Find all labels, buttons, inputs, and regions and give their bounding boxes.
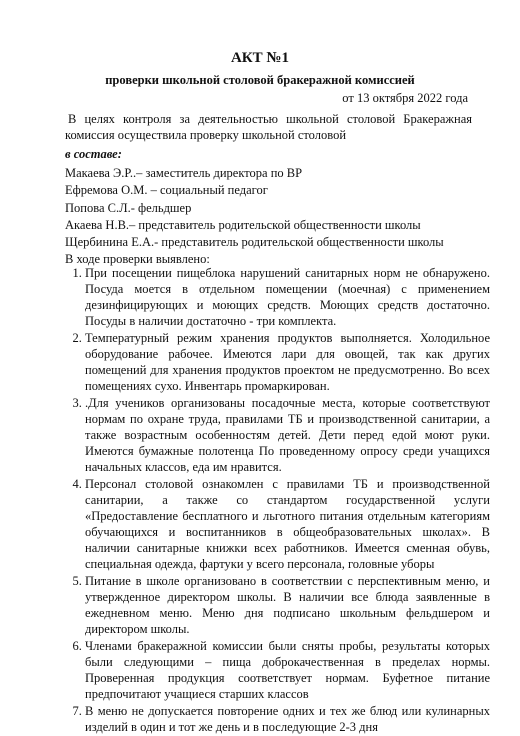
member-line: Щербинина Е.А.- представитель родительской общественности школы: [65, 235, 444, 250]
member-line: Ефремова О.М. – социальный педагог: [65, 183, 268, 198]
finding-item: 5. Питание в школе организовано в соответствии с перспективным меню, и утвержденное директором школы. В наличии все блюда заявленные в ежедневном меню. Меню дня подписано школьным фельдшером и директором школы.: [85, 573, 490, 637]
member-line: Акаева Н.В.– представитель родительской общественности школы: [65, 217, 421, 232]
findings-intro: В ходе проверки выявлено:: [65, 252, 210, 267]
finding-item: 4. Персонал столовой ознакомлен с правилами ТБ и производственной санитарии, а также со стандартом государственной услуги «Предоставление бесплатного и льготного питания отдельным категориям обучающихся и воспитанников в общеобразовательных школах». В наличии санитарные книжки всех работников. Имеется сменная обувь, специальная одежда, фартуки у всего персонала, головные уборы: [85, 476, 490, 572]
findings-list: [65, 265, 490, 736]
document-date: от 13 октября 2022 года: [342, 91, 468, 105]
composition-label: в составе:: [65, 147, 122, 161]
finding-item: 2. Температурный режим хранения продуктов выполняется. Холодильное оборудование рабочее. Имеются лари для овощей, так как других помещений для хранения продуктов проектом не предусмотренно. Во всех помещениях сухо. Инвентарь промаркирован.: [85, 330, 490, 394]
intro-paragraph: В целях контроля за деятельностью школьной столовой Бракеражная комиссия осуществила проверку школьной столовой: [65, 112, 472, 142]
finding-item: 6. Членами бракеражной комиссии были сняты пробы, результаты которых были следующими – пища доброкачественная в пределах нормы. Проверенная продукция соответствует нормам. Буфетное питание предпочитают учащиеся старших классов: [85, 638, 490, 702]
member-line: Макаева Э.Р..– заместитель директора по ВР: [65, 166, 303, 180]
document-subtitle: проверки школьной столовой бракеражной комиссией: [105, 73, 415, 87]
finding-item: 3. .Для учеников организованы посадочные места, которые соответствуют нормам по охране труда, правилами ТБ и производственной санитарии, а также возрастным особенностям детей. Дети перед едой моют руки. Имеются бумажные полотенца По проведенному опросу среди учащихся начальных классов, еда им нравится.: [85, 395, 490, 475]
members-list: [65, 165, 500, 269]
document-title: АКТ №1: [230, 50, 290, 66]
finding-item: 7. В меню не допускается повторение одних и тех же блюд или кулинарных изделий в один и тот же день и в последующие 2-3 дня: [85, 703, 490, 735]
finding-item: 1. При посещении пищеблока нарушений санитарных норм не обнаружено. Посуда моется в отдельном помещении (моечная) с применением дезинфицирующих и моющих средств. Моющих средств достаточно. Посуды в наличии достаточно - три комплекта.: [85, 265, 490, 329]
member-line: Попова С.Л.- фельдшер: [65, 200, 192, 215]
